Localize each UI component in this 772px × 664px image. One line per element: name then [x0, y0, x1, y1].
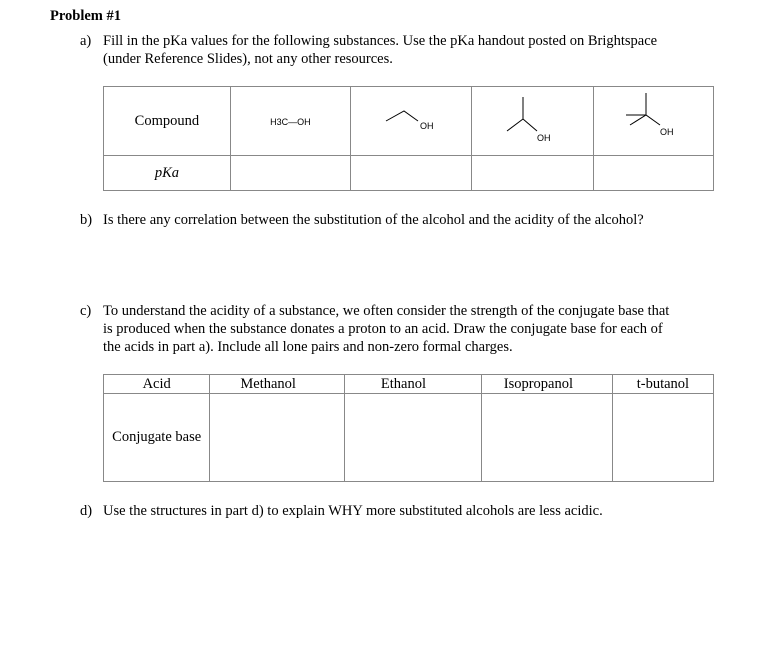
isopropanol-skeletal-formula — [497, 89, 567, 149]
conjugate-base-header: Conjugate base — [104, 394, 210, 482]
part-d-label: d) — [80, 503, 93, 519]
pka-header — [104, 156, 231, 191]
t-butanol-header: t-butanol — [612, 375, 713, 394]
part-d-text: Use the structures in part d) to explain WHY more substituted alcohols are less acidic. — [103, 503, 603, 519]
problem-title: Problem #1 — [50, 8, 122, 24]
part-c-line2: is produced when the substance donates a proton to an acid. Draw the conjugate base for each of — [103, 321, 663, 337]
part-c-line3: the acids in part a). Include all lone pairs and non-zero formal charges. — [103, 339, 513, 355]
t-butanol-structure — [593, 87, 713, 156]
part-c-line1: To understand the acidity of a substance, we often consider the strength of the conjugate base that — [103, 303, 670, 319]
pka-cell-t-butanol[interactable] — [593, 156, 713, 191]
conj-cell-ethanol[interactable] — [344, 394, 481, 482]
pka-table — [103, 86, 714, 191]
part-b-text: Is there any correlation between the substitution of the alcohol and the acidity of the alcohol? — [103, 212, 644, 228]
conjugate-base-table — [103, 374, 714, 482]
part-b-label: b) — [80, 212, 93, 228]
part-a-label: a) — [80, 33, 92, 49]
pka-cell-ethanol[interactable] — [350, 156, 471, 191]
ethanol-header: Ethanol — [344, 375, 481, 394]
compound-header: Compound — [104, 87, 231, 156]
t-butanol-skeletal-formula — [618, 89, 688, 149]
isopropanol-header: Isopropanol — [481, 375, 612, 394]
ethanol-structure — [350, 87, 471, 156]
ethanol-skeletal-formula — [376, 99, 446, 139]
acid-header: Acid — [104, 375, 210, 394]
conj-cell-methanol[interactable] — [210, 394, 345, 482]
pka-cell-isopropanol[interactable] — [471, 156, 593, 191]
svg-text:OH: OH — [419, 120, 434, 131]
conj-cell-isopropanol[interactable] — [481, 394, 612, 482]
pka-cell-methanol[interactable] — [230, 156, 350, 191]
methanol-formula: H3C—OH — [270, 116, 311, 127]
part-c-label: c) — [80, 303, 92, 319]
part-a-line1: Fill in the pKa values for the following substances. Use the pKa handout posted on Brightspace — [103, 33, 658, 49]
svg-text:OH: OH — [660, 126, 674, 137]
methanol-structure — [230, 87, 350, 156]
methanol-header: Methanol — [210, 375, 345, 394]
part-a-line2: (under Reference Slides), not any other resources. — [103, 51, 393, 67]
svg-text:OH: OH — [537, 132, 551, 143]
pka-header-label: pKa — [154, 164, 179, 181]
conj-cell-t-butanol[interactable] — [612, 394, 713, 482]
isopropanol-structure — [471, 87, 593, 156]
